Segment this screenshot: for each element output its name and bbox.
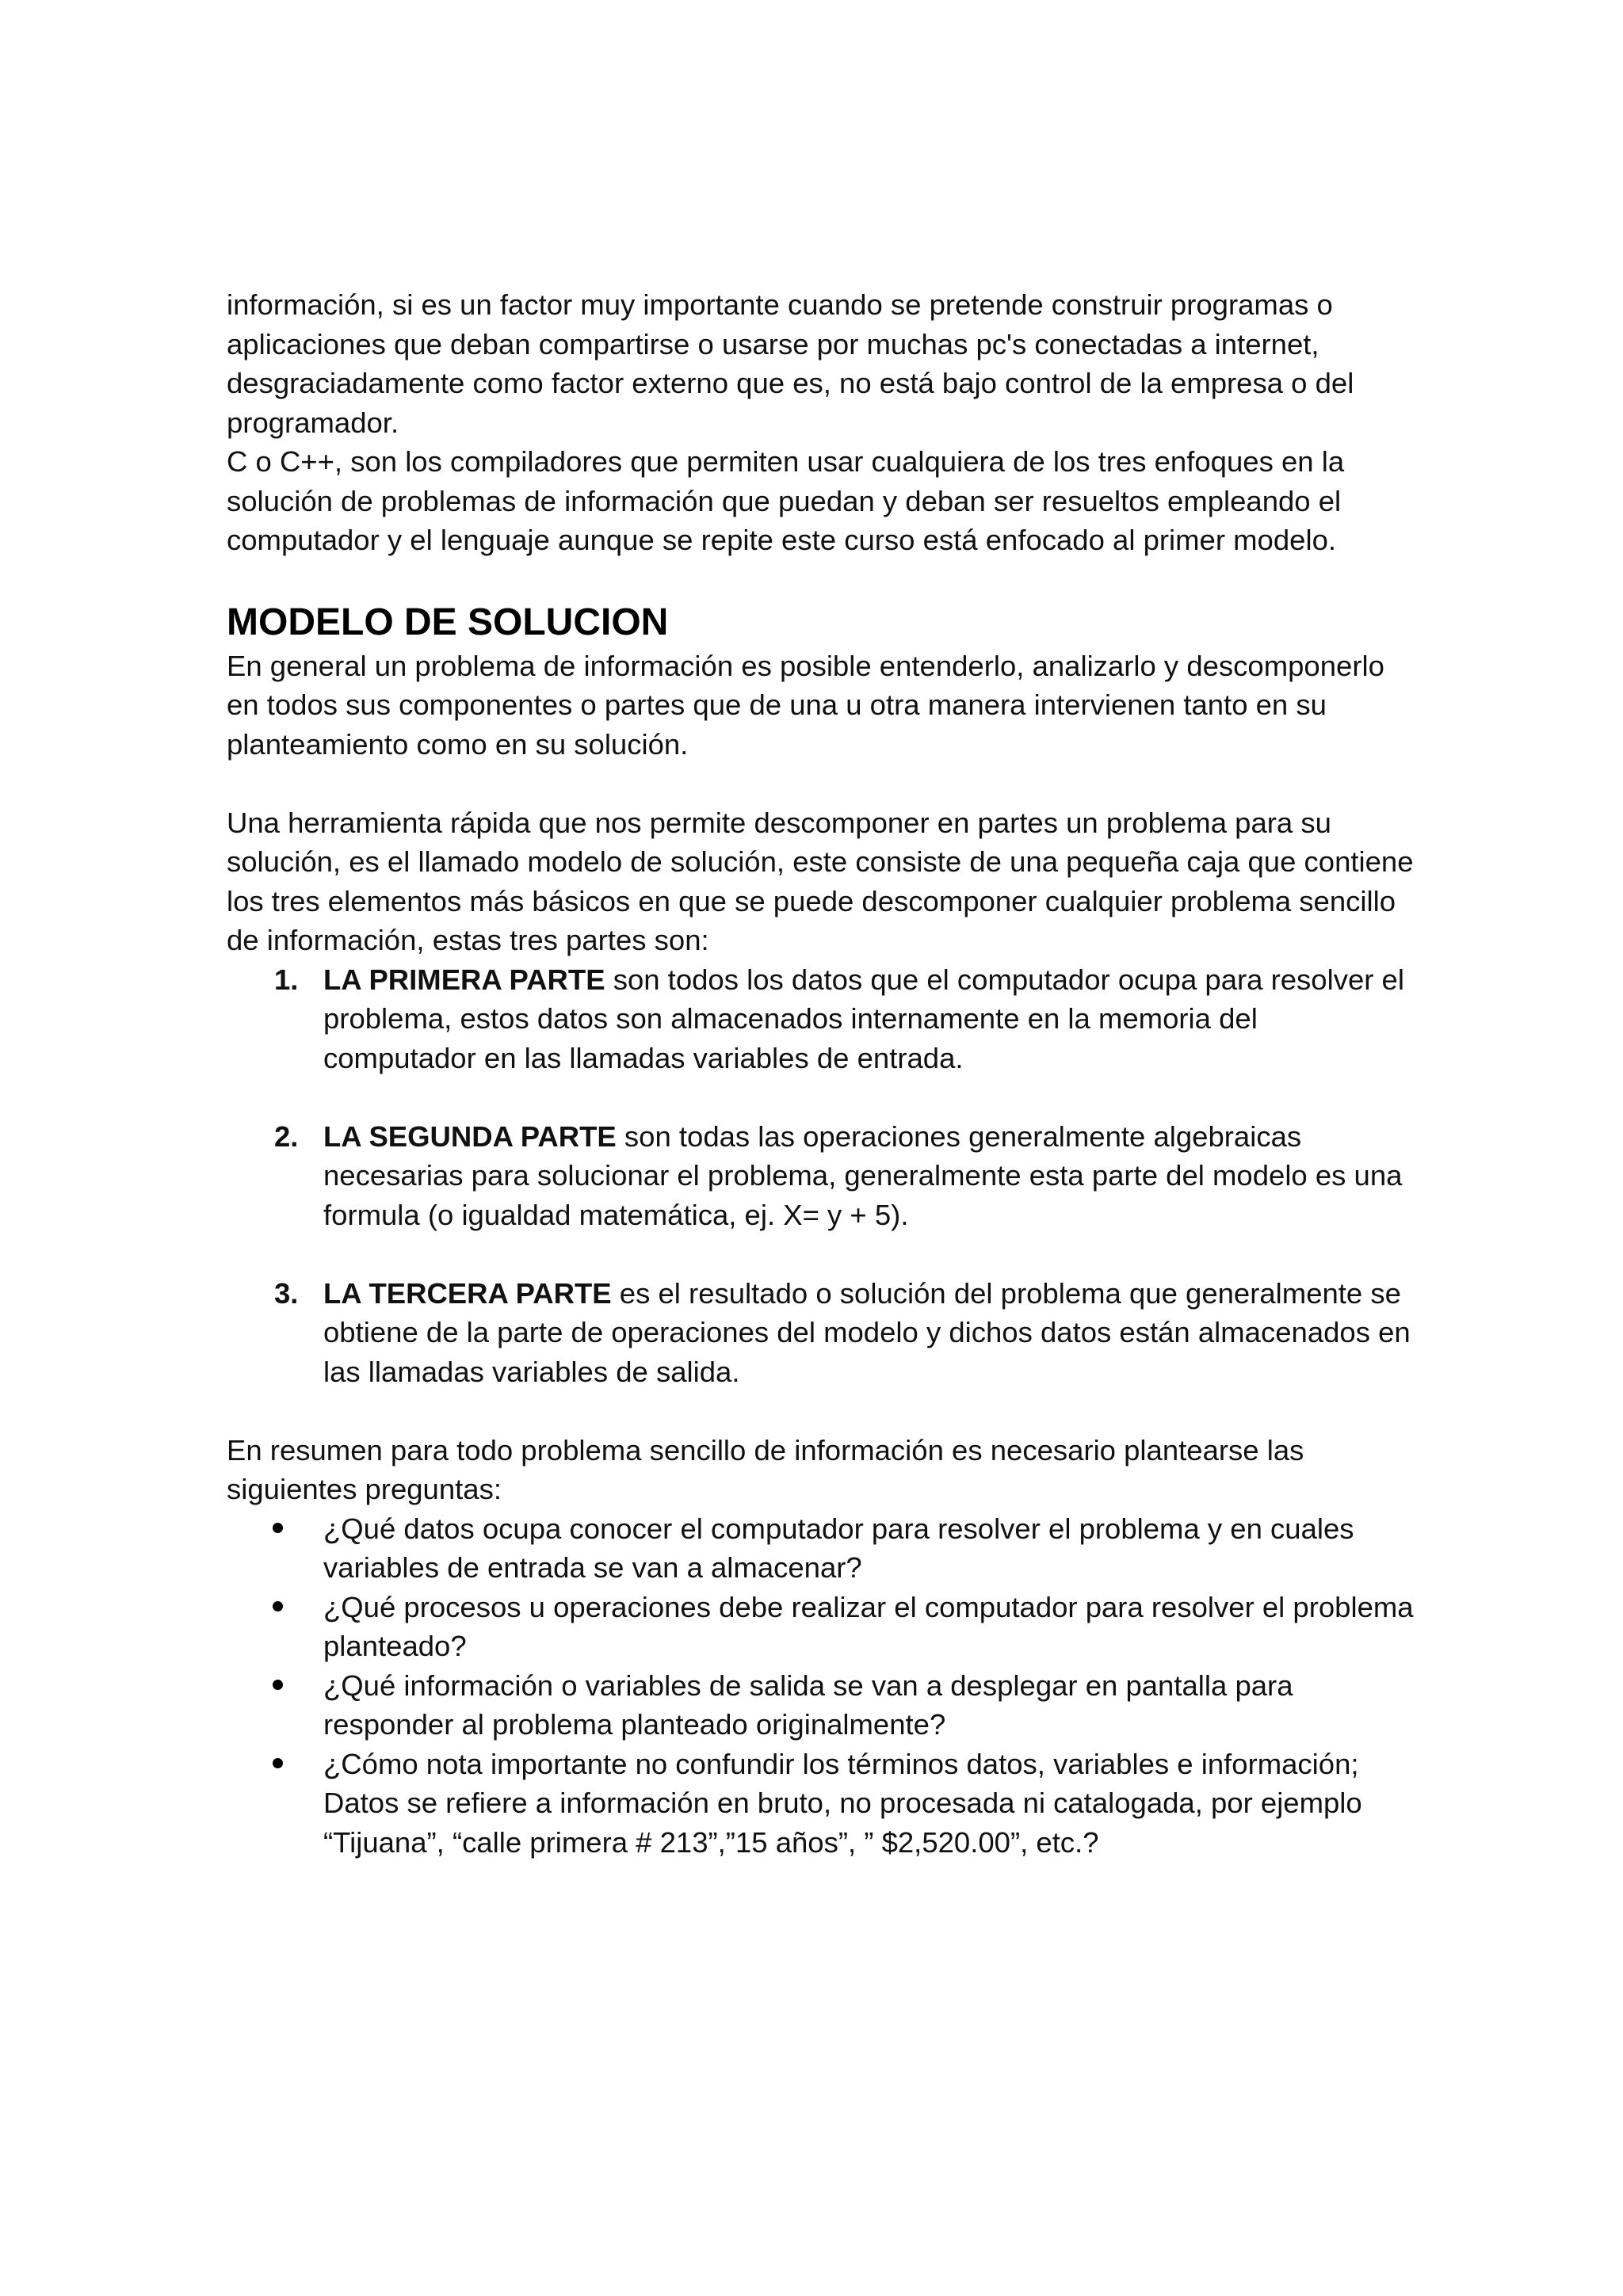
questions-list [227,1509,1415,1863]
model-parts-list [227,960,1415,1392]
question-text: ¿Qué procesos u operaciones debe realizar el computador para resolver el problema planteado? [323,1590,1414,1662]
part-text: es el resultado o solución del problema que generalmente se obtiene de la parte de operaciones del modelo y dichos datos están almacenados en las llamadas variables de salida. [323,1276,1411,1388]
intro-paragraph-2: C o C++, son los compiladores que permiten usar cualquiera de los tres enfoques en la solución de problemas de información que puedan y deban ser resueltos empleando el computador y el lenguaje aunque se repite este curso está enfocado al primer modelo. [227,445,1345,556]
part-text: son todos los datos que el computador ocupa para resolver el problema, estos datos son almacenados internamente en la memoria del computador en las llamadas variables de entrada. [323,963,1404,1074]
list-number: 2. [274,1119,299,1153]
document-page [227,285,1415,1862]
intro-paragraph-1: información, si es un factor muy importante cuando se pretende construir programas o aplicaciones que deban compartirse o usarse por muchas pc's conectadas a internet, desgraciadamente como factor externo que es, no está bajo control de la empresa o del programador. [227,288,1354,439]
list-item-question-3 [227,1666,1415,1745]
list-number: 3. [274,1276,299,1310]
section-paragraph-2: Una herramienta rápida que nos permite descomponer en partes un problema para su solución, es el llamado modelo de solución, este consiste de una pequeña caja que contiene los tres elementos más básicos en que se puede descomponer cualquier problema sencillo de información, estas tres partes son: [227,806,1414,956]
list-item-question-1 [227,1509,1415,1588]
question-text: ¿Qué información o variables de salida se van a desplegar en pantalla para responder al problema planteado originalmente? [323,1669,1293,1741]
bullet-icon [273,1601,283,1611]
list-item-question-2 [227,1588,1415,1666]
section-paragraph-1: En general un problema de información es posible entenderlo, analizarlo y descomponerlo en todos sus componentes o partes que de una u otra manera intervienen tanto en su planteamiento como en su solución. [227,649,1384,761]
list-item-question-4 [227,1745,1415,1863]
summary-paragraph: En resumen para todo problema sencillo de información es necesario plantearse las siguientes preguntas: [227,1433,1304,1505]
part-lead: LA SEGUNDA PARTE [323,1119,617,1153]
bullet-icon [273,1680,283,1690]
list-item-part-2 [227,1117,1415,1235]
bullet-icon [273,1758,283,1768]
part-text: son todas las operaciones generalmente algebraicas necesarias para solucionar el problema, generalmente esta parte del modelo es una formula (o igualdad matemática, ej. X= y + 5). [323,1119,1403,1231]
part-lead: LA TERCERA PARTE [323,1276,612,1310]
section-heading: MODELO DE SOLUCION [227,601,669,643]
list-item-part-1 [227,960,1415,1078]
bullet-icon [273,1523,283,1533]
paragraph-gap [227,764,1415,803]
question-text: ¿Cómo nota importante no confundir los términos datos, variables e información; Datos se refiere a información en bruto, no procesada ni catalogada, por ejemplo “Tijuana”, “calle primera # 213”,”15 años”, ” $2,520.00”, etc.? [323,1747,1362,1859]
list-item-part-3 [227,1274,1415,1392]
part-lead: LA PRIMERA PARTE [323,963,605,996]
paragraph-gap [227,1391,1415,1431]
question-text: ¿Qué datos ocupa conocer el computador para resolver el problema y en cuales variables de entrada se van a almacenar? [323,1512,1354,1584]
list-number: 1. [274,963,299,996]
